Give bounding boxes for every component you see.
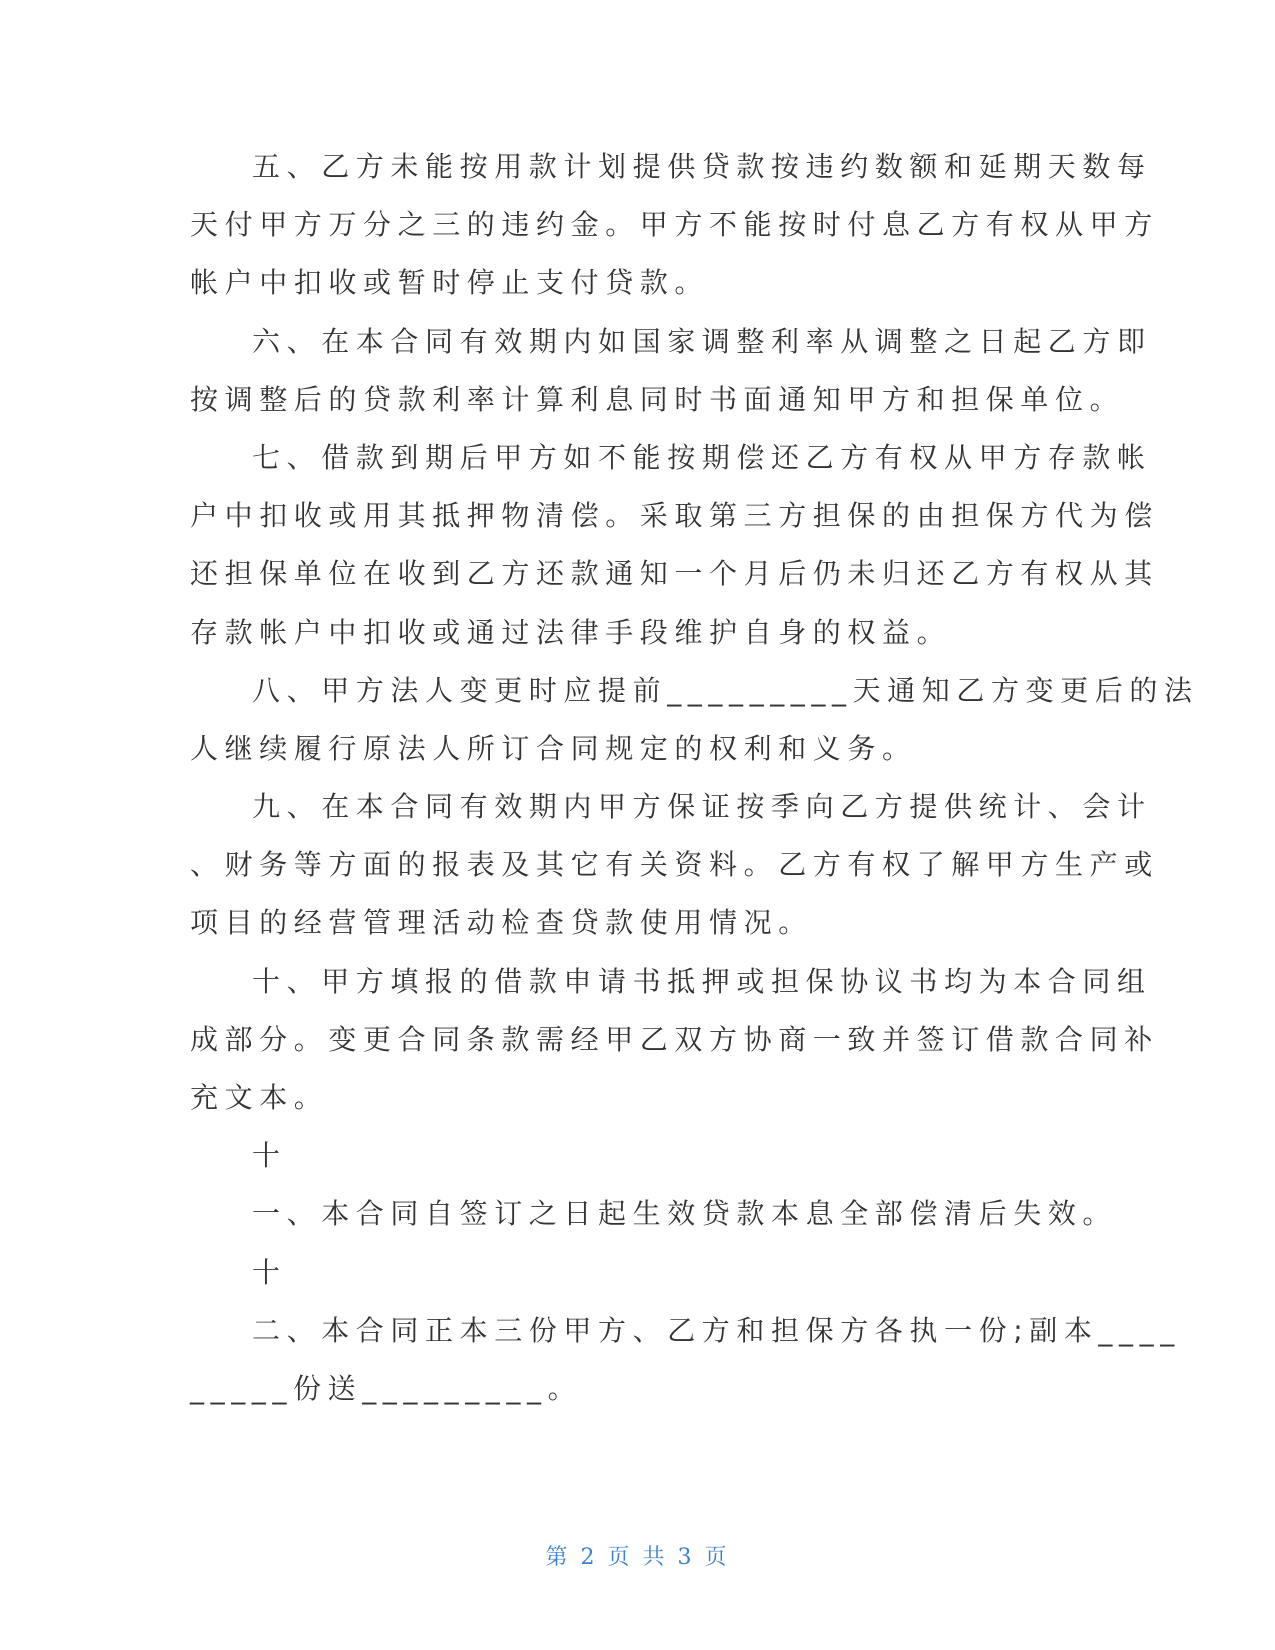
text-line: 充文本。 [190,1081,329,1114]
text-line: 户中扣收或用其抵押物清偿。采取第三方担保的由担保方代为偿 [190,499,1159,533]
text-line: 十 [252,1255,287,1289]
page-number-footer: 第 2 页 共 3 页 [545,1545,730,1570]
text-line: 按调整后的贷款利率计算利息同时书面通知甲方和担保单位。 [190,382,1125,416]
text-line: 、财务等方面的报表及其它有关资料。乙方有权了解甲方生产或 [190,848,1159,882]
text-line: 十、甲方填报的借款申请书抵押或担保协议书均为本合同组 [252,964,1152,998]
text-line: 存款帐户中扣收或通过法律手段维护自身的权益。 [190,615,952,649]
text-line: 九、在本合同有效期内甲方保证按季向乙方提供统计、会计 [252,790,1152,824]
text-line: _____份送_________。 [190,1371,583,1405]
text-line: 一、本合同自签订之日起生效贷款本息全部偿清后失效。 [252,1197,1118,1231]
text-line: 十 [252,1139,287,1173]
text-line: 项目的经营管理活动检查贷款使用情况。 [190,906,813,940]
text-line: 还担保单位在收到乙方还款通知一个月后仍未归还乙方有权从其 [190,557,1159,591]
text-line: 七、借款到期后甲方如不能按期偿还乙方有权从甲方存款帐 [252,440,1152,474]
document-body [190,138,1199,1418]
text-line: 八、甲方法人变更时应提前_________天通知乙方变更后的法 [252,673,1199,707]
text-line: 人继续履行原法人所订合同规定的权利和义务。 [190,731,917,765]
text-line: 五、乙方未能按用款计划提供贷款按违约数额和延期天数每 [252,150,1152,183]
text-line: 帐户中扣收或暂时停止支付贷款。 [190,266,710,300]
text-line: 二、本合同正本三份甲方、乙方和担保方各执一份;副本____ [252,1313,1181,1347]
text-line: 成部分。变更合同条款需经甲乙双方协商一致并签订借款合同补 [190,1022,1159,1056]
text-line: 六、在本合同有效期内如国家调整利率从调整之日起乙方即 [252,324,1152,358]
text-line: 天付甲方万分之三的违约金。甲方不能按时付息乙方有权从甲方 [190,208,1159,242]
